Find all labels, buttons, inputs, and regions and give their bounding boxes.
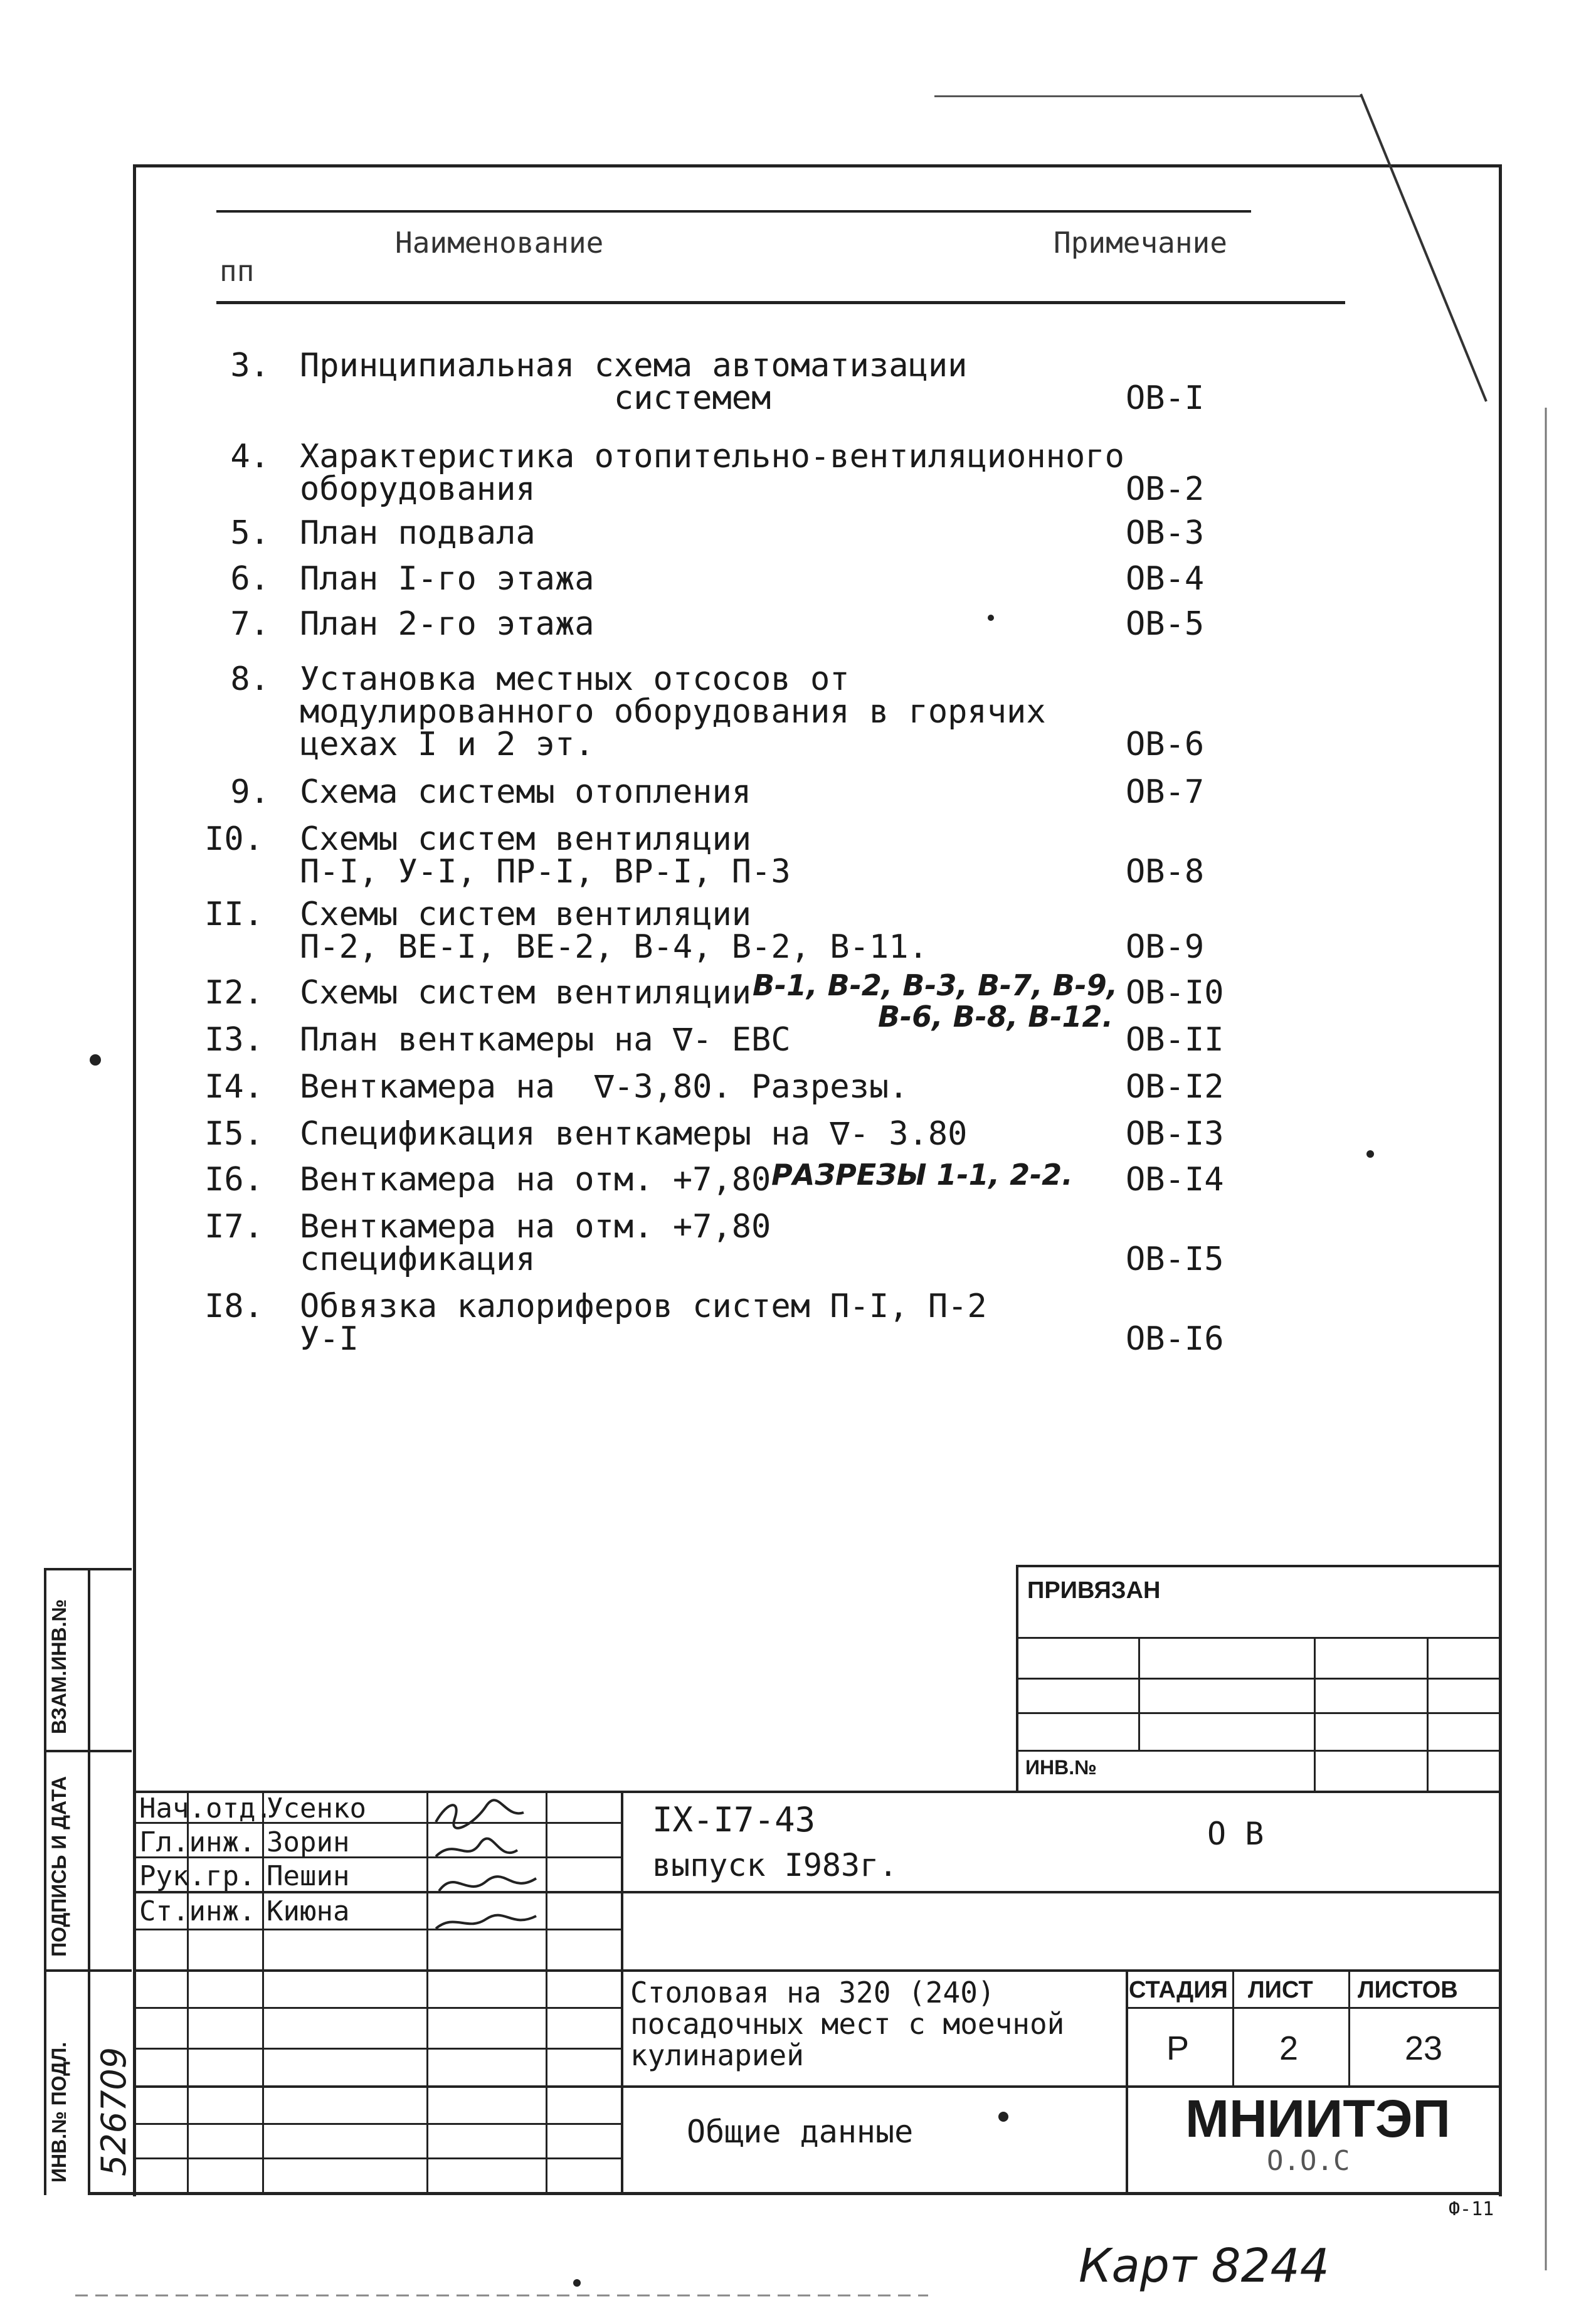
item-note: ОВ-I0 bbox=[1126, 974, 1224, 1012]
item-number: I7. bbox=[204, 1208, 263, 1246]
item-note: ОВ-I bbox=[1126, 379, 1205, 417]
item-handwritten-addition: РАЗРЕЗЫ 1-1, 2-2. bbox=[771, 1158, 1073, 1192]
staff-name-1: Усенко bbox=[267, 1792, 366, 1824]
side-inv-value: 526709 bbox=[94, 2046, 134, 2176]
side-label-inv: ИНВ.№ ПОДЛ. bbox=[48, 2041, 70, 2183]
staff-role-3: Рук.гр. bbox=[139, 1860, 256, 1892]
header-name: Наименование bbox=[395, 226, 604, 260]
item-name-line: Установка местных отсосов от bbox=[300, 660, 850, 698]
issue-year: выпуск I983г. bbox=[652, 1847, 898, 1883]
item-note: ОВ-9 bbox=[1126, 928, 1205, 966]
item-name-line: План венткамеры на ∇- ЕВС bbox=[300, 1021, 791, 1059]
form-code: Ф-11 bbox=[1449, 2198, 1494, 2220]
item-note: ОВ-I3 bbox=[1126, 1115, 1224, 1153]
item-name-line: Принципиальная схема автоматизации bbox=[300, 347, 968, 384]
object-name-1: Столовая на 320 (240) bbox=[630, 1976, 995, 2009]
side-label-vzam: ВЗАМ.ИНВ.№ bbox=[48, 1599, 70, 1734]
item-number: 5. bbox=[230, 514, 270, 552]
item-note: ОВ-4 bbox=[1126, 560, 1205, 598]
item-name-line: Обвязка калориферов систем П-I, П-2 bbox=[300, 1288, 987, 1325]
item-note: ОВ-6 bbox=[1126, 726, 1205, 763]
staff-role-1: Нач.отд. bbox=[139, 1792, 272, 1824]
item-note: ОВ-2 bbox=[1126, 470, 1205, 508]
item-name-line: П-I, У-I, ПР-I, ВР-I, П-3 bbox=[300, 853, 791, 891]
organization-sub: О.О.С bbox=[1267, 2145, 1350, 2177]
item-note: ОВ-3 bbox=[1126, 514, 1205, 552]
item-name-line: Характеристика отопительно-вентиляционного bbox=[300, 438, 1124, 475]
project-code: IX-I7-43 bbox=[652, 1800, 816, 1840]
object-name-3: кулинарией bbox=[630, 2038, 804, 2072]
side-label-podpis: ПОДПИСЬ И ДАТА bbox=[48, 1776, 70, 1957]
staff-role-4: Ст.инж. bbox=[139, 1895, 256, 1927]
staff-role-2: Гл.инж. bbox=[139, 1826, 256, 1858]
item-name-line: спецификация bbox=[300, 1241, 536, 1278]
sheet-label: ЛИСТ bbox=[1248, 1977, 1313, 2003]
organization-name: МНИИТЭП bbox=[1185, 2089, 1451, 2148]
object-name-2: посадочных мест с моечной bbox=[630, 2007, 1065, 2041]
item-number: 3. bbox=[230, 347, 270, 384]
item-number: 8. bbox=[230, 660, 270, 698]
item-number: I5. bbox=[204, 1115, 263, 1153]
sheet-title: Общие данные bbox=[687, 2114, 914, 2150]
item-name-line: цехах I и 2 эт. bbox=[300, 726, 595, 763]
item-name-line: Схемы систем вентиляции bbox=[300, 820, 752, 858]
header-num: пп bbox=[219, 254, 255, 288]
item-name-line: Спецификация венткамеры на ∇- 3.80 bbox=[300, 1115, 968, 1153]
item-number: I8. bbox=[204, 1288, 263, 1325]
stage-label: СТАДИЯ bbox=[1129, 1977, 1228, 2003]
item-name-line: Схема системы отопления bbox=[300, 773, 752, 811]
item-note: ОВ-II bbox=[1126, 1021, 1224, 1059]
item-name-line: План подвала bbox=[300, 514, 536, 552]
item-number: I2. bbox=[204, 974, 263, 1012]
item-note: ОВ-I5 bbox=[1126, 1241, 1224, 1278]
sheets-label: ЛИСТОВ bbox=[1358, 1977, 1458, 2003]
stage-value: Р bbox=[1166, 2030, 1190, 2067]
item-number: II. bbox=[204, 896, 263, 933]
sheet-value: 2 bbox=[1279, 2030, 1299, 2067]
item-number: I6. bbox=[204, 1161, 263, 1199]
item-name-line: План I-го этажа bbox=[300, 560, 595, 598]
item-number: 6. bbox=[230, 560, 270, 598]
item-handwritten-addition-2: В-6, В-8, В-12. bbox=[878, 1000, 1113, 1034]
item-name-line: оборудования bbox=[300, 470, 536, 508]
doc-mark: О В bbox=[1207, 1816, 1264, 1852]
item-note: ОВ-I6 bbox=[1126, 1320, 1224, 1358]
item-number: 7. bbox=[230, 605, 270, 643]
item-name-line: Венткамера на ∇-3,80. Разрезы. bbox=[300, 1068, 909, 1106]
item-name-line: П-2, ВЕ-I, ВЕ-2, В-4, В-2, В-11. bbox=[300, 928, 928, 966]
item-name-line: Венткамера на отм. +7,80 bbox=[300, 1161, 771, 1199]
privyazan-label: ПРИВЯЗАН bbox=[1027, 1577, 1161, 1604]
staff-name-2: Зорин bbox=[267, 1826, 350, 1858]
item-number: 4. bbox=[230, 438, 270, 475]
inv-no-label: ИНВ.№ bbox=[1025, 1756, 1097, 1779]
item-number: I3. bbox=[204, 1021, 263, 1059]
sheets-value: 23 bbox=[1405, 2030, 1443, 2067]
item-number: I0. bbox=[204, 820, 263, 858]
item-number: I4. bbox=[204, 1068, 263, 1106]
item-name-line: модулированного оборудования в горячих bbox=[300, 693, 1046, 731]
item-name-line: Схемы систем вентиляции bbox=[300, 974, 752, 1012]
header-note: Примечание bbox=[1054, 226, 1227, 260]
item-note: ОВ-I2 bbox=[1126, 1068, 1224, 1106]
staff-name-3: Пешин bbox=[267, 1860, 350, 1892]
item-name-line: системем bbox=[300, 379, 771, 417]
item-name-line: План 2-го этажа bbox=[300, 605, 595, 643]
footer-handwritten-note: Карт 8244 bbox=[1079, 2239, 1329, 2293]
item-note: ОВ-I4 bbox=[1126, 1161, 1224, 1199]
item-note: ОВ-7 bbox=[1126, 773, 1205, 811]
item-name-line: Венткамера на отм. +7,80 bbox=[300, 1208, 771, 1246]
item-number: 9. bbox=[230, 773, 270, 811]
item-name-line: У-I bbox=[300, 1320, 359, 1358]
item-note: ОВ-5 bbox=[1126, 605, 1205, 643]
staff-name-4: Киюна bbox=[267, 1895, 350, 1927]
item-name-line: Схемы систем вентиляции bbox=[300, 896, 752, 933]
item-handwritten-addition: В-1, В-2, В-3, В-7, В-9, bbox=[753, 968, 1118, 1002]
item-note: ОВ-8 bbox=[1126, 853, 1205, 891]
